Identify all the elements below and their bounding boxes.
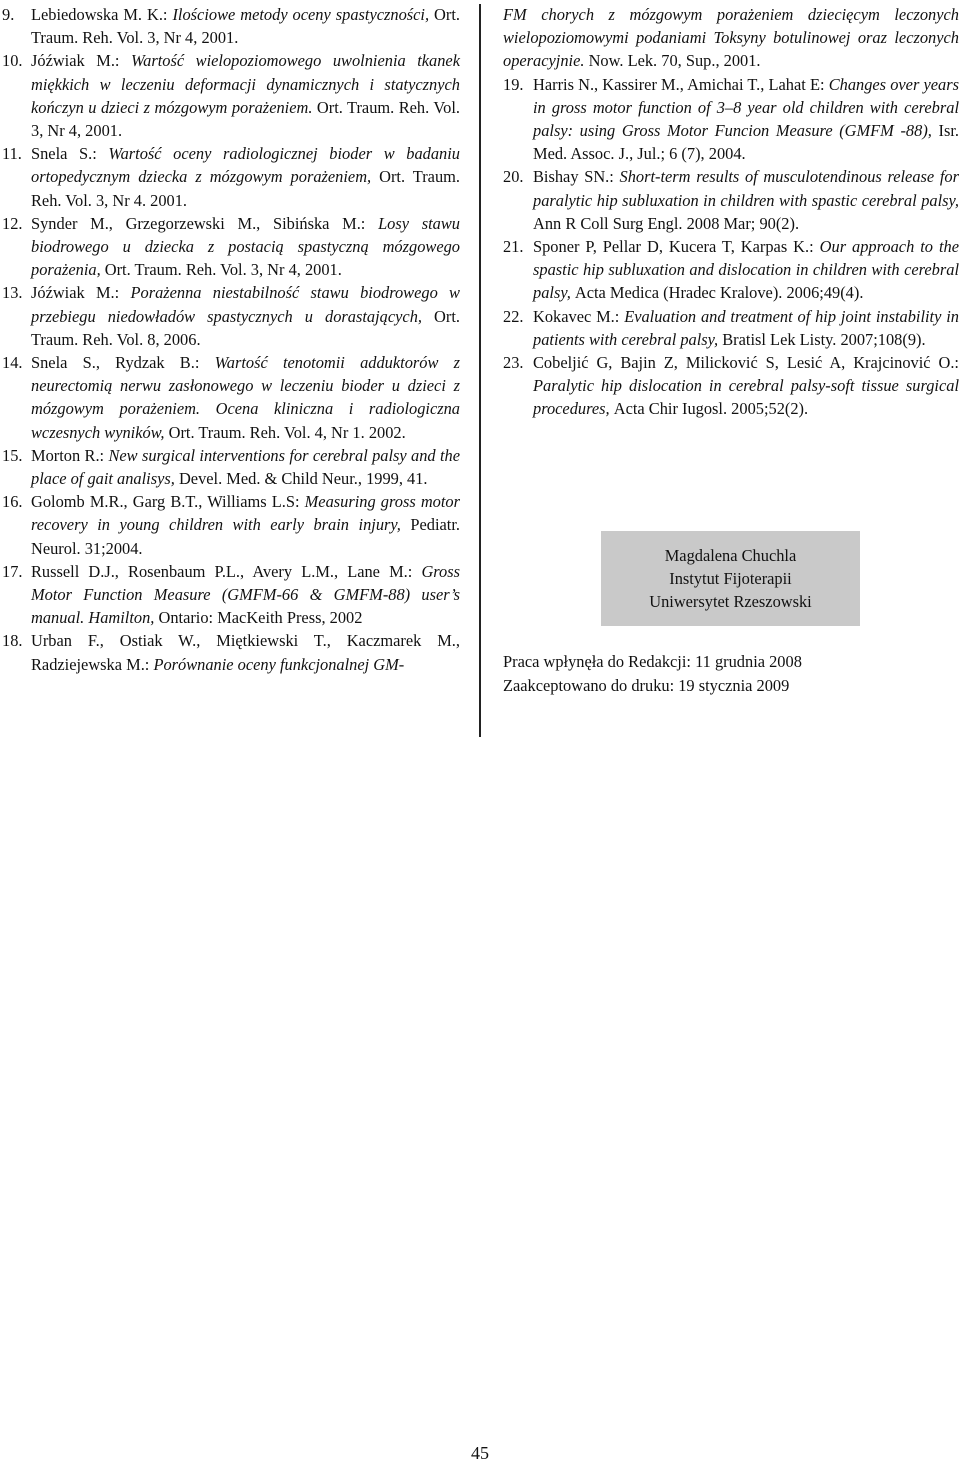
reference-title: Porównanie oceny funkcjonalnej GM- [153,654,405,674]
reference-authors: Kokavec M.: [533,306,625,326]
reference-authors: Jóźwiak M.: [31,283,131,303]
reference-source: Ort. Traum. Reh. Vol. 3, Nr 4, 2001. [31,97,460,141]
accepted-date: Zaakceptowano do druku: 19 stycznia 2009 [503,675,790,695]
reference-title: Porażenna niestabilność stawu biodrowego w przebiegu niedowładów spastycznych u dorastających, [31,283,460,326]
reference-source: Pediatr. Neurol. 31;2004. [31,515,460,558]
reference-title: New surgical interventions for cerebral palsy and the place of gait analisys, [31,445,461,489]
reference-number: 11. [2,144,22,164]
page-number: 45 [471,1443,489,1463]
reference-continuation [503,3,959,73]
reference-source: Isr. Med. Assoc. J., Jul.; 6 (7), 2004. [533,121,959,164]
reference-title: Wartość oceny radiologicznej bioder w badaniu ortopedycznym dziecka z mózgowym porażeniem, [31,144,460,187]
reference-title: Wartość wielopoziomowego uwolnienia tkanek miękkich w leczeniu deformacji dynamicznych i statycznych kończyn u dzieci z mózgowym porażeniem. [31,51,460,117]
reference-authors: Cobeljić G, Bajin Z, Milicković S, Lesić A, Krajcinović O.: [533,353,959,373]
references-right-column [503,3,959,421]
reference-number: 18. [2,631,23,651]
reference-item [503,305,959,351]
reference-authors: Synder M., Grzegorzewski M., Sibińska M.: [31,213,379,233]
reference-authors: Morton R.: [31,445,109,465]
reference-item [2,490,460,560]
reference-item [503,351,959,421]
reference-title: Wartość tenotomii adduktorów z neurectomią nerwu zasłonowego w leczeniu bioder u dzieci z mózgowym porażeniem. Ocena kliniczna i radiologiczna wczesnych wyników, [31,353,460,442]
reference-authors: Harris N., Kassirer M., Amichai T., Lahat E: [533,74,829,94]
reference-number: 19. [503,74,524,94]
reference-source: Now. Lek. 70, Sup., 2001. [588,51,761,71]
references-left-column [2,3,460,676]
reference-source: Bratisl Lek Listy. 2007;108(9). [722,329,926,349]
reference-authors: Snela S., Rydzak B.: [31,353,215,373]
author-name: Magdalena Chuchla [664,546,797,565]
reference-title: Short-term results of musculotendinous release for paralytic hip subluxation in children with spastic cerebral palsy, [533,167,959,210]
reference-authors: Bishay SN.: [533,167,620,187]
reference-authors: Snela S.: [31,144,109,164]
reference-item [2,142,460,212]
reference-source: Ort. Traum. Reh. Vol. 3, Nr 4. 2001. [31,167,460,210]
reference-title: Ilościowe metody oceny spastyczności, [172,5,435,24]
reference-source: Ort. Traum. Reh. Vol. 8, 2006. [31,306,460,349]
reference-source: Ontario: MacKeith Press, 2002 [158,608,363,628]
reference-number: 21. [503,237,524,257]
reference-title: Paralytic hip dislocation in cerebral palsy-soft tissue surgical procedures, [533,376,959,419]
reference-source: Devel. Med. & Child Neur., 1999, 41. [178,469,428,489]
reference-number: 22. [503,306,524,326]
reference-source: Acta Medica (Hradec Kralove). 2006;49(4). [574,283,864,303]
reference-number: 10. [2,51,23,71]
reference-number: 23. [503,353,524,373]
reference-source: Ort. Traum. Reh. Vol. 3, Nr 4, 2001. [104,260,342,280]
reference-number: 16. [2,492,23,512]
reference-authors: Golomb M.R., Garg B.T., Williams L.S: [31,492,305,512]
reference-number: 12. [2,213,23,233]
reference-source: Ort. Traum. Reh. Vol. 4, Nr 1. 2002. [168,422,406,442]
reference-item [2,444,460,490]
reference-number: 13. [2,283,23,303]
reference-source: Acta Chir Iugosl. 2005;52(2). [613,399,809,419]
reference-title: Evaluation and treatment of hip joint instability in patients with cerebral palsy, [533,306,959,349]
reference-title: Gross Motor Function Measure (GMFM-66 & GMFM-88) user’s manual. Hamilton, [31,561,460,628]
reference-number: 9. [2,5,15,24]
reference-source: Ort. Traum. Reh. Vol. 3, Nr 4, 2001. [31,5,460,48]
reference-item [503,165,959,235]
author-affiliation-box [601,531,860,626]
received-date: Praca wpłynęła do Redakcji: 11 grudnia 2008 [503,652,802,671]
reference-title: FM chorych z mózgowym porażeniem dziecięcym leczonych wielopoziomowymi podaniami Toksyny botulinowej oraz leczonych operacyjnie. [503,5,959,71]
reference-source: Ann R Coll Surg Engl. 2008 Mar; 90(2). [533,213,800,233]
reference-number: 15. [2,445,23,465]
author-institute: Instytut Fijoterapii [669,569,792,588]
reference-number: 14. [2,353,23,373]
submission-dates [503,650,802,697]
reference-item [2,49,460,142]
reference-number: 20. [503,167,524,187]
reference-authors: Urban F., Ostiak W., Miętkiewski T., Kaczmarek M., Radziejewska M.: [31,631,460,674]
reference-number: 17. [2,561,23,581]
reference-title: Changes over years in gross motor function of 3–8 year old children with cerebral palsy: using Gross Motor Funcion Measure (GMFM -88), [533,74,959,141]
reference-title: Losy stawu biodrowego u dziecka z postacią spastyczną mózgowego porażenia, [31,213,460,280]
reference-item [2,281,460,351]
column-divider [479,4,481,737]
reference-item [2,3,460,49]
reference-item [503,73,959,166]
reference-authors: Lebiedowska M. K.: [31,5,173,24]
reference-title: Measuring gross motor recovery in young children with early brain injury, [31,492,460,535]
reference-authors: Sponer P, Pellar D, Kucera T, Karpas K.: [533,237,820,257]
author-university: Uniwersytet Rzeszowski [649,592,812,611]
reference-item [503,235,959,305]
reference-item [2,212,460,282]
reference-authors: Russell D.J., Rosenbaum P.L., Avery L.M., Lane M.: [31,561,422,581]
reference-authors: Jóźwiak M.: [31,51,131,71]
reference-item [2,629,460,675]
reference-item [2,351,460,444]
reference-title: Our approach to the spastic hip subluxation and dislocation in children with cerebral palsy, [533,237,959,303]
reference-item [2,560,460,630]
